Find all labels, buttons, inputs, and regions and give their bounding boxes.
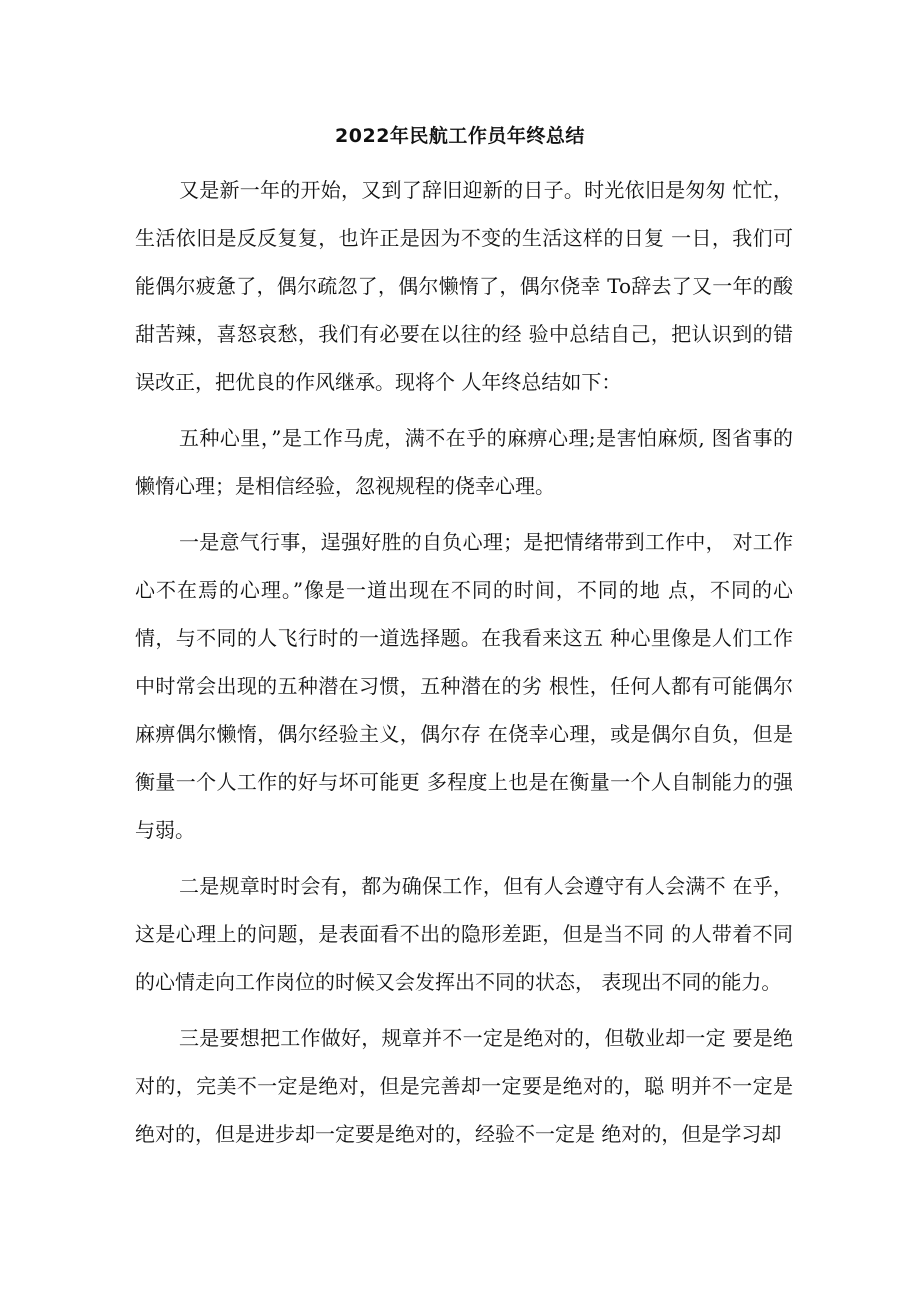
document-title: 2022年民航工作员年终总结 xyxy=(335,125,585,147)
paragraph-point-two: 二是规章时时会有，都为确保工作，但有人会遵守有人会满不 在乎，这是心理上的问题，是表面看不出的隐形差距，但是当不同 的人带着不同的心情走向工作岗位的时候又会发挥出不同的状态， 表现出不同的能力。 xyxy=(135,874,793,994)
document-body xyxy=(135,166,793,1166)
paragraph-five-mindsets: 五种心里，”是工作马虎，满不在乎的麻痹心理;是害怕麻烦, 图省事的懒惰心理；是相信经验，忽视规程的侥幸心理。 xyxy=(135,426,793,498)
paragraph-point-three: 三是要想把工作做好，规章并不一定是绝对的，但敬业却一定 要是绝对的，完美不一定是绝对，但是完善却一定要是绝对的，聪 明并不一定是绝对的，但是进步却一定要是绝对的，经验不一定是 绝对的，但是学习却 xyxy=(135,1026,793,1146)
paragraph-point-one: 一是意气行事，逞强好胜的自负心理；是把情绪带到工作中， 对工作心不在焉的心理。”像是一道出现在不同的时间，不同的地 点，不同的心情，与不同的人飞行时的一道选择题。在我看来这五 种心里像是人们工作中时常会出现的五种潜在习惯，五种潜在的劣 根性，任何人都有可能偶尔麻痹偶尔懒惰，偶尔经验主义，偶尔存 在侥幸心理，或是偶尔自负，但是衡量一个人工作的好与坏可能更 多程度上也是在衡量一个人自制能力的强与弱。 xyxy=(135,530,793,842)
paragraph-intro: 又是新一年的开始，又到了辞旧迎新的日子。时光依旧是匆匆 忙忙，生活依旧是反反复复，也许正是因为不变的生活这样的日复 一日，我们可能偶尔疲惫了，偶尔疏忽了，偶尔懒惰了，偶尔侥幸 To辞去了又一年的酸甜苦辣，喜怒哀愁，我们有必要在以往的经 验中总结自己，把认识到的错误改正，把优良的作风继承。现将个 人年终总结如下： xyxy=(135,178,793,394)
